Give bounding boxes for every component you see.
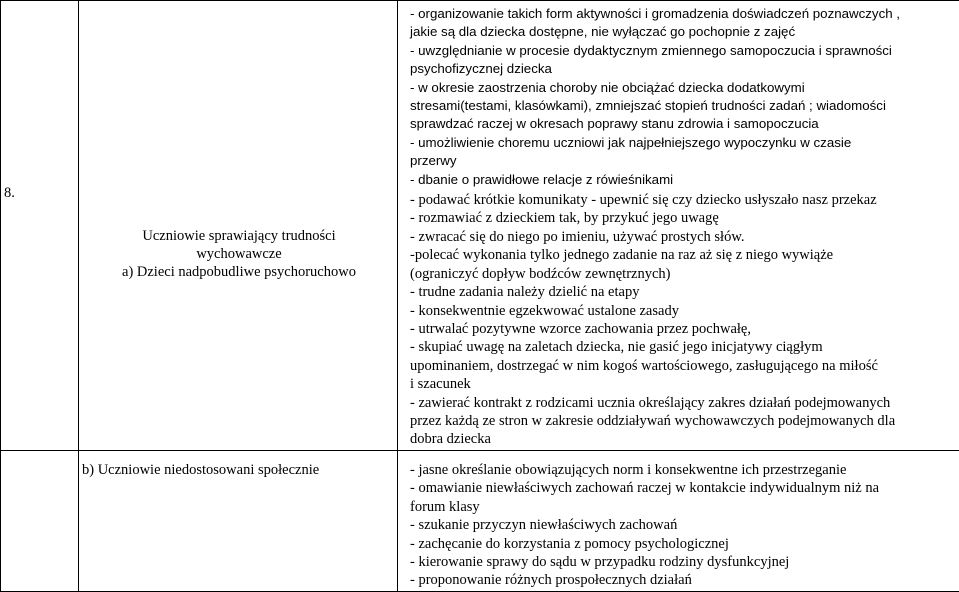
list-item: - podawać krótkie komunikaty - upewnić się czy dziecko usłyszało nasz przekaz: [410, 192, 877, 209]
category-item-b: b) Uczniowie niedostosowani społecznie: [82, 462, 320, 478]
list-item: przez każdą ze stron w zakresie oddziaływań wychowawczych podejmowanych dla: [410, 412, 896, 429]
list-item: - konsekwentnie egzekwować ustalone zasady: [410, 302, 679, 319]
list-item: przerwy: [410, 153, 457, 169]
category-title-line2: wychowawcze: [196, 246, 282, 262]
number-cell-lower: [1, 451, 79, 592]
list-item: - utrwalać pozytywne wzorce zachowania przez pochwałę,: [410, 320, 751, 337]
list-item: stresami(testami, klasówkami), zmniejszać stopień trudności zadań ; wiadomości: [410, 98, 886, 114]
strategies-list-b: [410, 461, 950, 590]
list-item: - uwzględnianie w procesie dydaktycznym zmiennego samopoczucia i sprawności: [410, 42, 892, 58]
row-number: 8.: [4, 185, 15, 201]
list-item: forum klasy: [410, 498, 480, 515]
list-item: - skupiać uwagę na zaletach dziecka, nie gasić jego inicjatywy ciągłym: [410, 339, 823, 356]
list-item: - organizowanie takich form aktywności i gromadzenia doświadczeń poznawczych ,: [410, 6, 900, 21]
list-item: dobra dziecka: [410, 431, 491, 448]
category-title-line1: Uczniowie sprawiający trudności: [142, 228, 336, 244]
list-item: (ograniczyć dopływ bodźców zewnętrznych): [410, 265, 671, 282]
list-item: - jasne określanie obowiązujących norm i konsekwentne ich przestrzeganie: [410, 462, 847, 478]
list-item: psychofizycznej dziecka: [410, 61, 552, 77]
list-item: -polecać wykonania tylko jednego zadanie na raz aż się z niego wywiąże: [410, 247, 834, 264]
list-item: - zwracać się do niego po imieniu, używać prostych słów.: [410, 228, 745, 245]
list-item: - trudne zadania należy dzielić na etapy: [410, 284, 640, 301]
list-item: - zachęcanie do korzystania z pomocy psychologicznej: [410, 535, 729, 552]
list-item: jakie są dla dziecka dostępne, nie wyłączać go pochopnie z zajęć: [410, 24, 796, 40]
strategies-list-general: [410, 5, 950, 449]
list-item: - w okresie zaostrzenia choroby nie obciążać dziecka dodatkowymi: [410, 79, 805, 95]
list-item: - rozmawiać z dzieckiem tak, by przykuć jego uwagę: [410, 210, 719, 227]
list-item: - kierowanie sprawy do sądu w przypadku rodziny dysfunkcyjnej: [410, 554, 790, 571]
list-item: - dbanie o prawidłowe relacje z rówieśnikami: [410, 171, 674, 187]
list-item: - zawierać kontrakt z rodzicami ucznia określający zakres działań podejmowanych: [410, 394, 891, 411]
category-label-a: [81, 227, 397, 281]
list-item: i szacunek: [410, 376, 471, 393]
category-label-b: [82, 461, 398, 479]
list-item: - umożliwienie choremu uczniowi jak najpełniejszego wypoczynku w czasie: [410, 134, 852, 150]
list-item: - omawianie niewłaściwych zachowań raczej w kontakcie indywidualnym niż na: [410, 480, 880, 497]
category-cell: [79, 1, 398, 451]
number-cell: [1, 1, 79, 451]
list-item: sprawdzać raczej w okresach poprawy stanu zdrowia i samopoczucia: [410, 116, 819, 132]
list-item: upominaniem, dostrzegać w nim kogoś wartościowego, zasługującego na miłość: [410, 357, 878, 374]
list-item: - szukanie przyczyn niewłaściwych zachowań: [410, 517, 678, 534]
list-item: - proponowanie różnych prospołecznych działań: [410, 572, 692, 589]
category-item-a: a) Dzieci nadpobudliwe psychoruchowo: [122, 264, 356, 280]
